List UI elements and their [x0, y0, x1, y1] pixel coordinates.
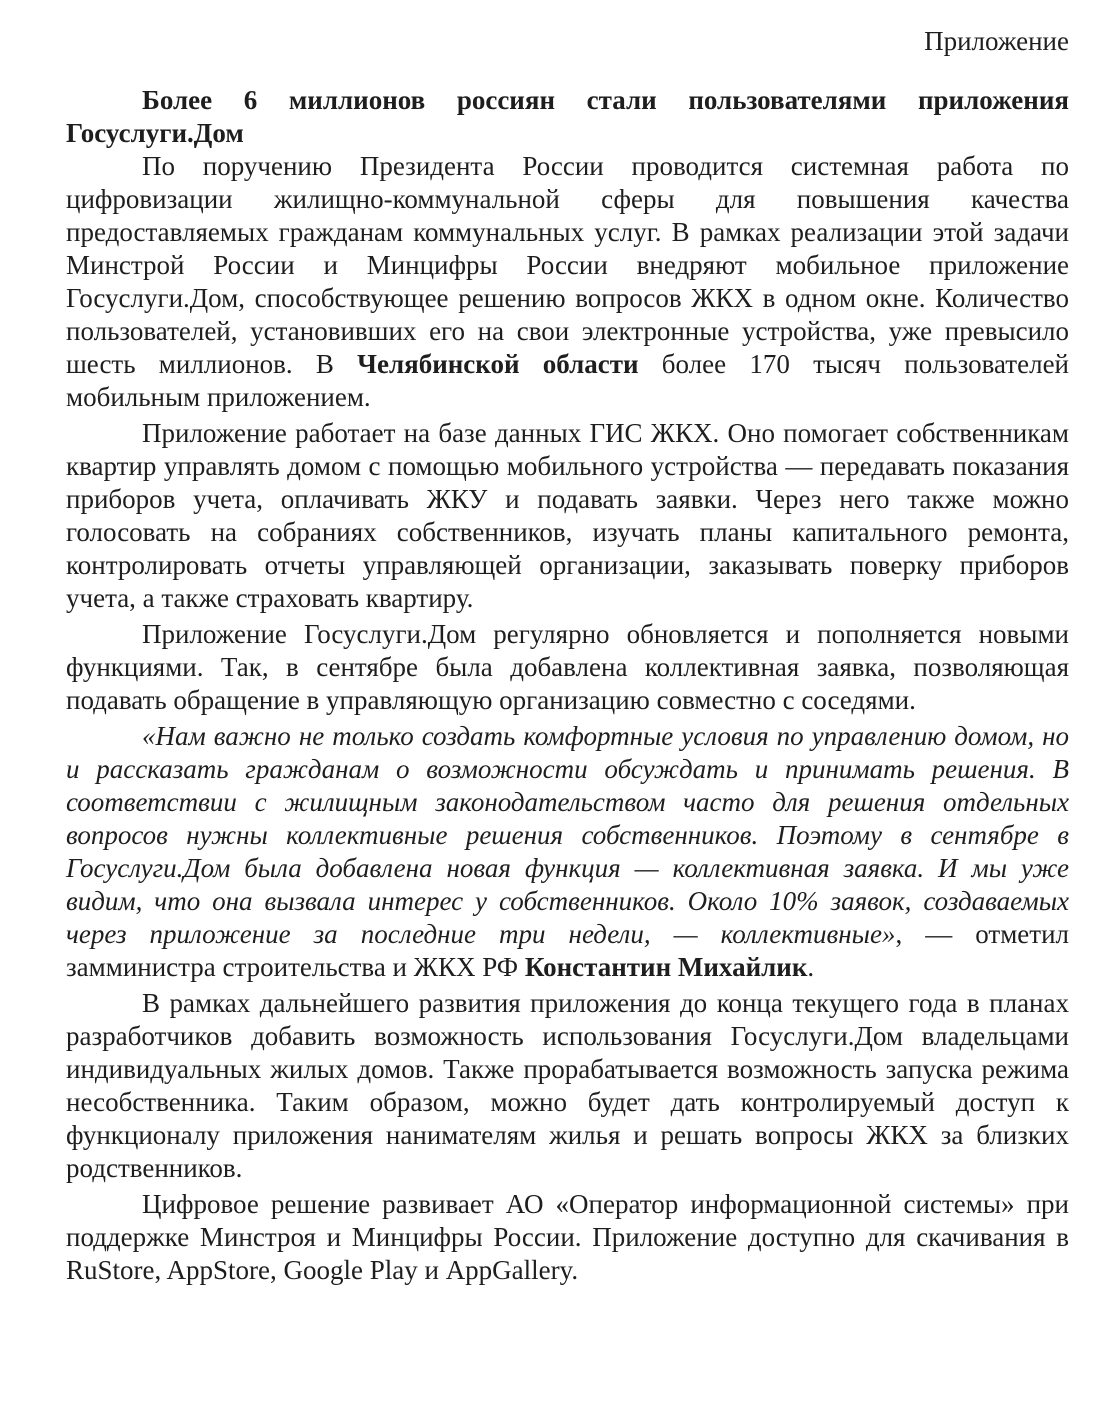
speaker-name: Константин Михайлик — [524, 952, 808, 982]
minister-quote: «Нам важно не только создать комфортные условия по управлению домом, но и рассказать гражданам о возможности обсуждать и принимать решения. В соответствии с жилищным законодательством часто для решения отдельных вопросов нужны коллективные решения собственников. Поэтому в сентябре в Госуслуги.Дом была добавлена новая функция — коллективная заявка. И мы уже видим, что она вызвала интерес у собственников. Около 10% заявок, создаваемых через приложение за последние три недели, — коллективные» — [66, 721, 1069, 949]
paragraph-availability: Цифровое решение развивает АО «Оператор информационной системы» при поддержке Минстроя и Минцифры России. Приложение доступно для скачивания в RuStore, AppStore, Google Play и AppGallery. — [66, 1189, 1069, 1285]
quote-end-punctuation: . — [807, 952, 815, 982]
appendix-label: Приложение — [924, 26, 1069, 56]
quote-attribution: , — отметил замминистра строительства и ЖКХ РФ — [66, 919, 1069, 982]
region-name: Челябинской области — [357, 349, 639, 379]
paragraph-1-text-b: более 170 тысяч пользователей мобильным приложением. — [66, 349, 1069, 412]
paragraph-gis-features: Приложение работает на базе данных ГИС ЖКХ. Оно помогает собственникам квартир управлять домом с помощью мобильного устройства — передавать показания приборов учета, оплачивать ЖКУ и подавать заявки. Через него также можно голосовать на собраниях собственников, изучать планы капитального ремонта, контролировать отчеты управляющей организации, заказывать поверку приборов учета, а также страховать квартиру. — [66, 418, 1069, 613]
paragraph-digitalization — [66, 150, 1069, 414]
document-title: Более 6 миллионов россиян стали пользователями приложения Госуслуги.Дом — [66, 85, 1069, 148]
document-body — [66, 150, 1069, 1287]
paragraph-future-plans: В рамках дальнейшего развития приложения до конца текущего года в планах разработчиков добавить возможность использования Госуслуги.Дом владельцами индивидуальных жилых домов. Также прорабатывается возможность запуска режима несобственника. Таким образом, можно будет дать контролируемый доступ к функционалу приложения нанимателям жилья и решать вопросы ЖКХ за близких родственников. — [66, 988, 1069, 1183]
paragraph-quote — [66, 720, 1069, 984]
paragraph-updates: Приложение Госуслуги.Дом регулярно обновляется и пополняется новыми функциями. Так, в сентябре была добавлена коллективная заявка, позволяющая подавать обращение в управляющую организацию совместно с соседями. — [66, 619, 1069, 715]
paragraph-1-text-a: По поручению Президента России проводится системная работа по цифровизации жилищно-коммунальной сферы для повышения качества предоставляемых гражданам коммунальных услуг. В рамках реализации этой задачи Минстрой России и Минцифры России внедряют мобильное приложение Госуслуги.Дом, способствующее решению вопросов ЖКХ в одном окне. Количество пользователей, установивших его на свои электронные устройства, уже превысило шесть миллионов. В — [66, 151, 1069, 379]
